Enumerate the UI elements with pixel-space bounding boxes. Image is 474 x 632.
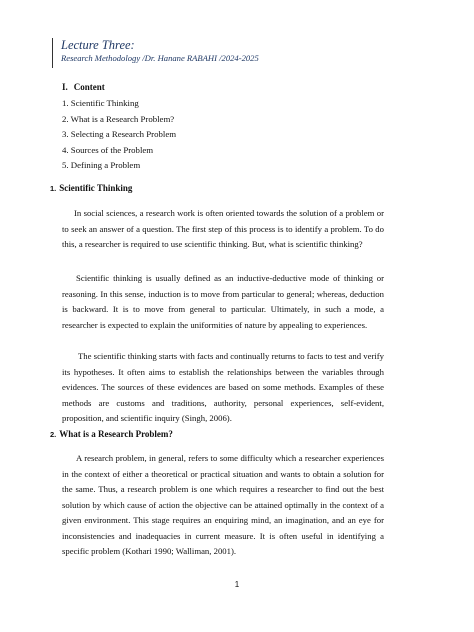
paragraph: A research problem, in general, refers to some difficulty which a researcher experiences in the context of either a theoretical or practical situation and wants to obtain a solution for the same. Thus, a research problem is one which requires a researcher to find out the best solution by which cause of action the objective can be attained optimally in the context of a given environment. This stage requires an enquiring mind, an imagination, and an eye for inconsistencies and inadequacies in current measure. It is often useful in identifying a specific problem (Kothari 1990; Walliman, 2001). [62,453,384,556]
page-number: 1 [234,580,240,589]
content-heading [62,82,105,92]
toc-item: 5. Defining a Problem [62,160,141,170]
toc-item: 4. Sources of the Problem [62,144,154,155]
paragraph: The scientific thinking starts with facts and continually returns to facts to test and verify its hypotheses. It often aims to establish the relationships between the variables through evidences. The sources of these evidences are based on some methods. Examples of these methods are customs and traditions, authority, personal experiences, self-evident, proposition, and scientific inquiry (Singh, 2006). [62,351,384,423]
section-heading-research-problem [50,429,173,439]
content-heading-label: Content [73,82,105,92]
lecture-header [52,38,259,68]
table-of-contents [62,96,176,174]
section-title: What is a Research Problem? [59,429,173,439]
section-heading-scientific-thinking [50,183,132,193]
section-title: Scientific Thinking [59,183,133,193]
lecture-title: Lecture Three: [61,38,135,52]
lecture-subtitle: Research Methodology /Dr. Hanane RABAHI /2024-2025 [61,53,259,63]
paragraph: Scientific thinking is usually defined as an inductive-deductive mode of thinking or reasoning. In this sense, induction is to move from particular to general; whereas, deduction is backward. It is to move from general to particular. Ultimately, in such a mode, a researcher is expected to explain the uniformities of nature by appealing to experiences. [62,273,384,330]
paragraph: In social sciences, a research work is often oriented towards the solution of a problem or to seek an answer of a question. The first step of this process is to identify a problem. To do this, a researcher is required to use scientific thinking. But, what is scientific thinking? [62,208,384,249]
section-number: 1. [50,184,57,193]
toc-item: 2. What is a Research Problem? [62,113,175,124]
toc-item: 1. Scientific Thinking [62,98,139,108]
content-heading-number: I. [62,82,68,92]
toc-item: 3. Selecting a Research Problem [62,129,177,139]
section-number: 2. [50,430,57,439]
